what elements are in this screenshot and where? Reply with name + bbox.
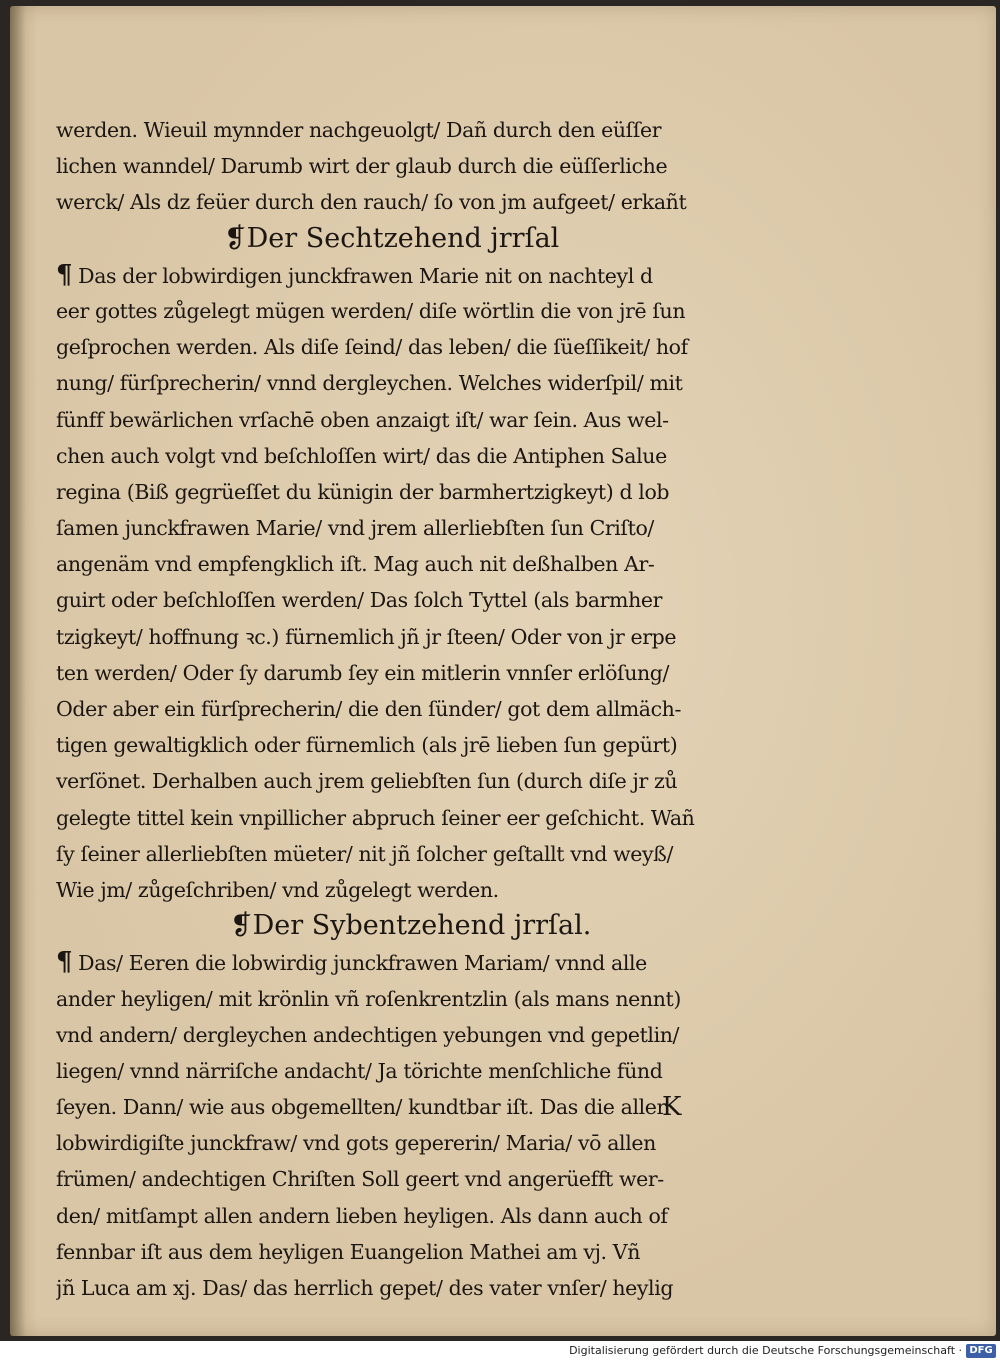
text-line: liegen/ vnnd närriſche andacht/ Ja törichte menſchliche fünd — [56, 1058, 663, 1083]
text-line: angenäm vnd empfengklich iſt. Mag auch nit deßhalben Ar- — [56, 552, 655, 577]
text-line: regina (Biß gegrüeſſet du künigin der barmhertzigkeyt) d lob — [56, 479, 670, 504]
text-line: gelegte tittel kein vnpillicher abpruch ſeiner eer geſchicht. Wañ — [56, 805, 695, 830]
page-gutter-shadow — [10, 6, 26, 1336]
text-line: ſamen junckfrawen Marie/ vnd jrem allerliebſten ſun Criſto/ — [56, 516, 654, 541]
paragraph-mark: ¶ — [56, 259, 73, 290]
text-line: nung/ fürſprecherin/ vnnd dergleychen. Welches widerſpil/ mit — [56, 371, 683, 396]
text-line: guirt oder beſchloſſen werden/ Das ſolch Tyttel (als barmher — [56, 588, 663, 613]
text-line: geſprochen werden. Als diſe ſeind/ das leben/ die ſüeſſikeit/ hof — [56, 335, 688, 360]
section-mark: ❡ — [224, 222, 247, 254]
text-line: vnd andern/ dergleychen andechtigen yebungen vnd gepetlin/ — [56, 1022, 680, 1047]
section-heading-17 — [56, 908, 756, 944]
dfg-logo: DFG — [966, 1344, 996, 1358]
text-line: lichen wanndel/ Darumb wirt der glaub durch die eüſſerliche — [56, 154, 668, 179]
text-line: chen auch volgt vnd beſchloſſen wirt/ das die Antiphen Salue — [56, 443, 667, 468]
footer-credit: Digitalisierung gefördert durch die Deutsche Forschungsgemeinschaft · — [569, 1344, 962, 1357]
text-line: tigen gewaltigklich oder fürnemlich (als jrē lieben ſun gepürt) — [56, 733, 678, 758]
text-line: ſeyen. Dann/ wie aus obgemellten/ kundtbar iſt. Das die aller — [56, 1095, 666, 1120]
text-line: fünff bewärlichen vrſachē oben anzaigt iſt/ war ſein. Aus wel- — [56, 407, 669, 432]
text-line: lobwirdigiſte junckfraw/ vnd gots gepererin/ Maria/ vō allen — [56, 1131, 656, 1156]
text-line: werck/ Als dz feüer durch den rauch/ ſo von jm aufgeet/ erkañt — [56, 190, 687, 215]
text-line: eer gottes zůgelegt mügen werden/ diſe wörtlin die von jrē ſun — [56, 298, 686, 323]
text-line: den/ mitſampt allen andern lieben heyligen. Als dann auch of — [56, 1203, 668, 1228]
text-line: ander heyligen/ mit krönlin vñ roſenkrentzlin (als mans nennt) — [56, 986, 681, 1011]
section-heading-text: Der Sechtzehend jrrſal — [246, 222, 560, 254]
page-text-block — [56, 112, 756, 1306]
text-line: fennbar iſt aus dem heyligen Euangelion Mathei am vj. Vñ — [56, 1239, 640, 1264]
text-line: frümen/ andechtigen Chriſten Soll geert vnd angerüefft wer- — [56, 1167, 664, 1192]
section-heading-16 — [56, 221, 756, 257]
text-line: werden. Wieuil mynnder nachgeuolgt/ Dañ durch den eüſſer — [56, 118, 662, 142]
text-line: ten werden/ Oder ſy darumb ſey ein mitlerin vnnſer erlöſung/ — [56, 660, 670, 685]
text-line: Wie jm/ zůgeſchriben/ vnd zůgelegt werden. — [56, 877, 499, 902]
text-line: verſönet. Derhalben auch jrem geliebſten ſun (durch diſe jr zů — [56, 769, 678, 794]
section-heading-text: Der Sybentzehend jrrſal. — [252, 910, 592, 942]
text-line: jñ Luca am xj. Das/ das herrlich gepet/ des vater vnſer/ heylig — [56, 1276, 674, 1300]
signature-mark: K — [662, 1092, 682, 1122]
text-line: ¶ Das/ Eeren die lobwirdig junckfrawen Mariam/ vnnd alle — [56, 947, 647, 978]
paragraph-mark: ¶ — [56, 947, 73, 978]
text-line: tzigkeyt/ hoffnung ꝛc.) fürnemlich jñ jr ſteen/ Oder von jr erpe — [56, 624, 677, 649]
footer-bar — [0, 1341, 1000, 1362]
text-line: Oder aber ein fürſprecherin/ die den ſünder/ got dem allmäch- — [56, 697, 682, 721]
text-line: ſy ſeiner allerliebſten müeter/ nit jñ ſolcher geſtallt vnd weyß/ — [56, 841, 673, 866]
text-line: ¶ Das der lobwirdigen junckfrawen Marie nit on nachteyl d — [56, 259, 653, 290]
section-mark: ❡ — [230, 910, 253, 942]
